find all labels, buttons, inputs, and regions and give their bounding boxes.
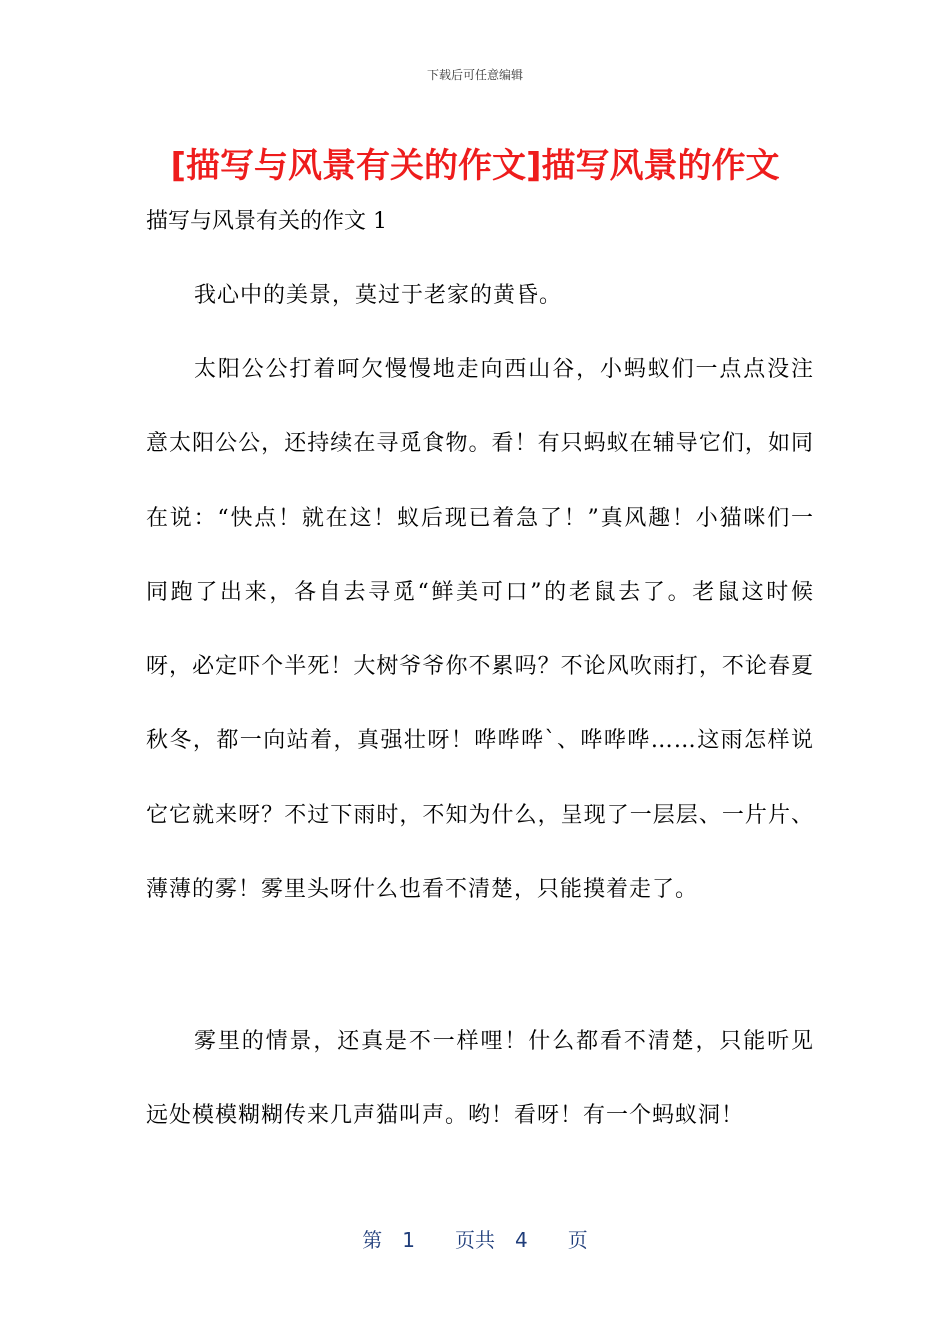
page-label-prefix: 第	[362, 1228, 383, 1252]
paragraph-2: 太阳公公打着呵欠慢慢地走向西山谷，小蚂蚁们一点点没注意太阳公公，还持续在寻觅食物。看！有只蚂蚁在辅导它们，如同在说：“快点！就在这！蚁后现已着急了！”真风趣！小猫咪们一同跑了出来，各自去寻觅“鲜美可口”的老鼠去了。老鼠这时候呀，必定吓个半死！大树爷爷你不累吗？不论风吹雨打，不论春夏秋冬，都一向站着，真强壮呀！哗哗哗`、哗哗哗……这雨怎样说它它就来呀？不过下雨时，不知为什么，呈现了一层层、一片片、薄薄的雾！雾里头呀什么也看不清楚，只能摸着走了。	[146, 357, 814, 903]
page-label-suffix: 页	[567, 1228, 588, 1252]
section-heading: 描写与风景有关的作文 1	[146, 209, 387, 234]
page-label-middle: 页共	[455, 1228, 495, 1252]
paragraph-1: 我心中的美景，莫过于老家的黄昏。	[194, 283, 563, 308]
paragraph-3: 雾里的情景，还真是不一样哩！什么都看不清楚，只能听见远处模模糊糊传来几声猫叫声。哟！看呀！有一个蚂蚁洞！	[146, 1029, 814, 1129]
document-title: [描写与风景有关的作文]描写风景的作文	[170, 146, 780, 186]
page-header-note: 下载后可任意编辑	[426, 68, 523, 82]
page-footer	[0, 1224, 950, 1253]
total-pages: 4	[515, 1228, 528, 1252]
page-number: 1	[402, 1228, 415, 1252]
